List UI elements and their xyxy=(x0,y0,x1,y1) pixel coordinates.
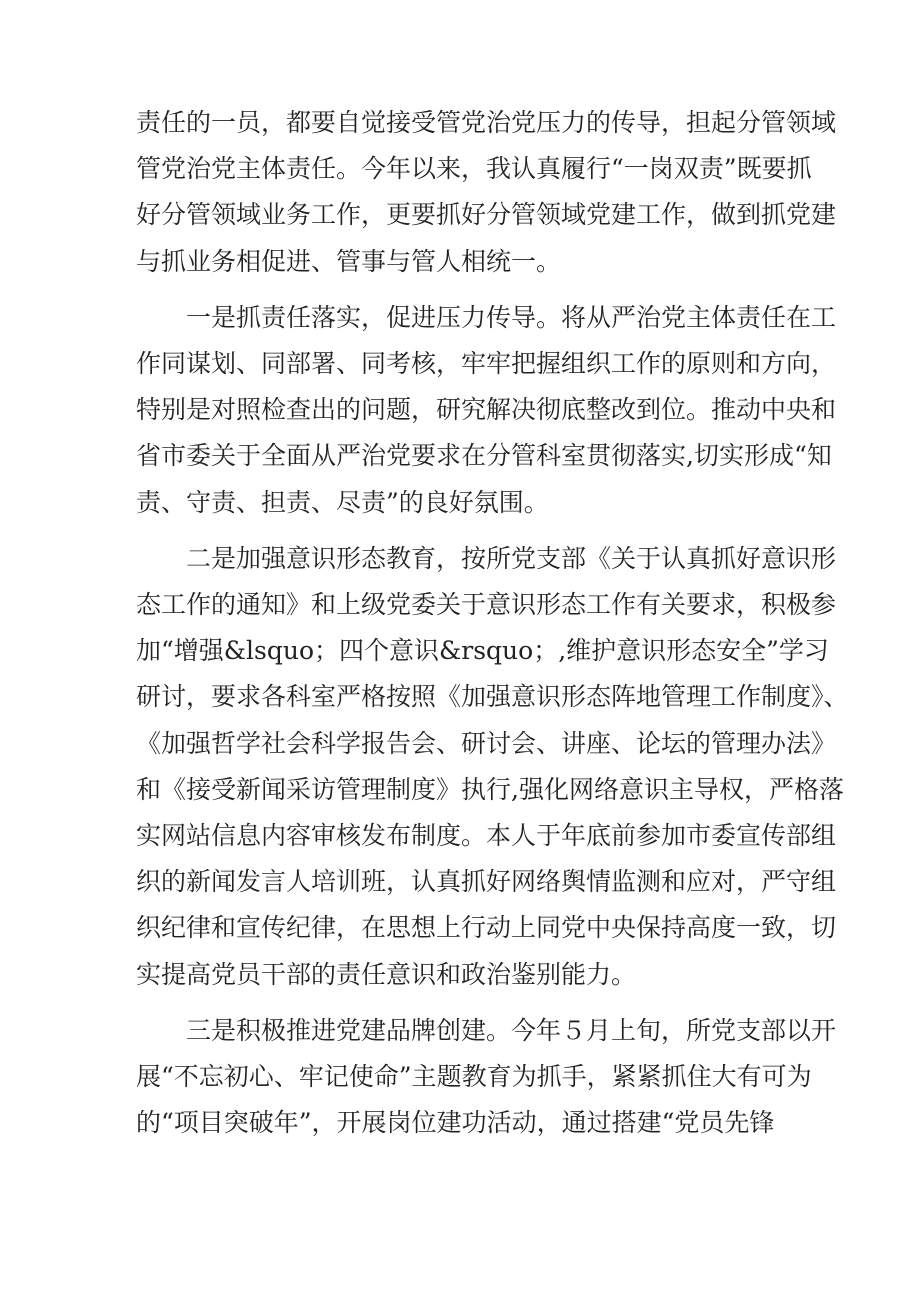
text-line: 作同谋划、同部署、同考核，牢牢把握组织工作的原则和方向， xyxy=(136,349,837,379)
text-line: 二是加强意识形态教育，按所党支部《关于认真抓好意识形 xyxy=(136,543,837,573)
text-line: 实网站信息内容审核发布制度。本人于年底前参加市委宣传部组 xyxy=(136,821,837,851)
text-line: 的“项目突破年”，开展岗位建功活动，通过搭建“党员先锋 xyxy=(136,1108,775,1138)
text-line: 责任的一员，都要自觉接受管党治党压力的传导，担起分管领域 xyxy=(136,108,837,137)
text-line: 特别是对照检查出的问题，研究解决彻底整改到位。推动中央和 xyxy=(136,395,837,425)
text-line: 管党治党主体责任。今年以来，我认真履行“一岗双责”既要抓 xyxy=(136,154,812,184)
paragraph-point-three xyxy=(136,1008,837,1147)
text-line: 加“增强&lsquo；四个意识&rsquo；,维护意识形态安全”学习 xyxy=(136,636,829,666)
text-line: 三是积极推进党建品牌创建。今年５月上旬，所党支部以开 xyxy=(136,1015,837,1045)
text-line: 与抓业务相促进、管事与管人相统一。 xyxy=(136,246,562,276)
text-line: 责、守责、担责、尽责”的良好氛围。 xyxy=(136,487,549,517)
text-line: 研讨，要求各科室严格按照《加强意识形态阵地管理工作制度》、 xyxy=(136,682,849,712)
text-line: 好分管领域业务工作，更要抓好分管领域党建工作，做到抓党建 xyxy=(136,200,837,230)
paragraph-point-one xyxy=(136,295,837,526)
paragraph-point-two xyxy=(136,536,849,998)
text-line: 织的新闻发言人培训班，认真抓好网络舆情监测和应对，严守组 xyxy=(136,867,837,897)
text-line: 一是抓责任落实，促进压力传导。将从严治党主体责任在工 xyxy=(136,302,837,332)
text-line: 《加强哲学社会科学报告会、研讨会、讲座、论坛的管理办法》 xyxy=(136,728,837,758)
text-line: 织纪律和宣传纪律，在思想上行动上同党中央保持高度一致，切 xyxy=(136,913,837,943)
text-line: 和《接受新闻采访管理制度》执行,强化网络意识主导权，严格落 xyxy=(136,774,844,804)
text-line: 省市委关于全面从严治党要求在分管科室贯彻落实,切实形成“知 xyxy=(136,441,832,471)
text-line: 态工作的通知》和上级党委关于意识形态工作有关要求，积极参 xyxy=(136,590,837,620)
text-line: 展“不忘初心、牢记使命”主题教育为抓手，紧紧抓住大有可为 xyxy=(136,1062,812,1092)
paragraph-responsibility xyxy=(136,100,837,285)
document-body xyxy=(136,100,849,1146)
text-line: 实提高党员干部的责任意识和政治鉴别能力。 xyxy=(136,959,637,989)
